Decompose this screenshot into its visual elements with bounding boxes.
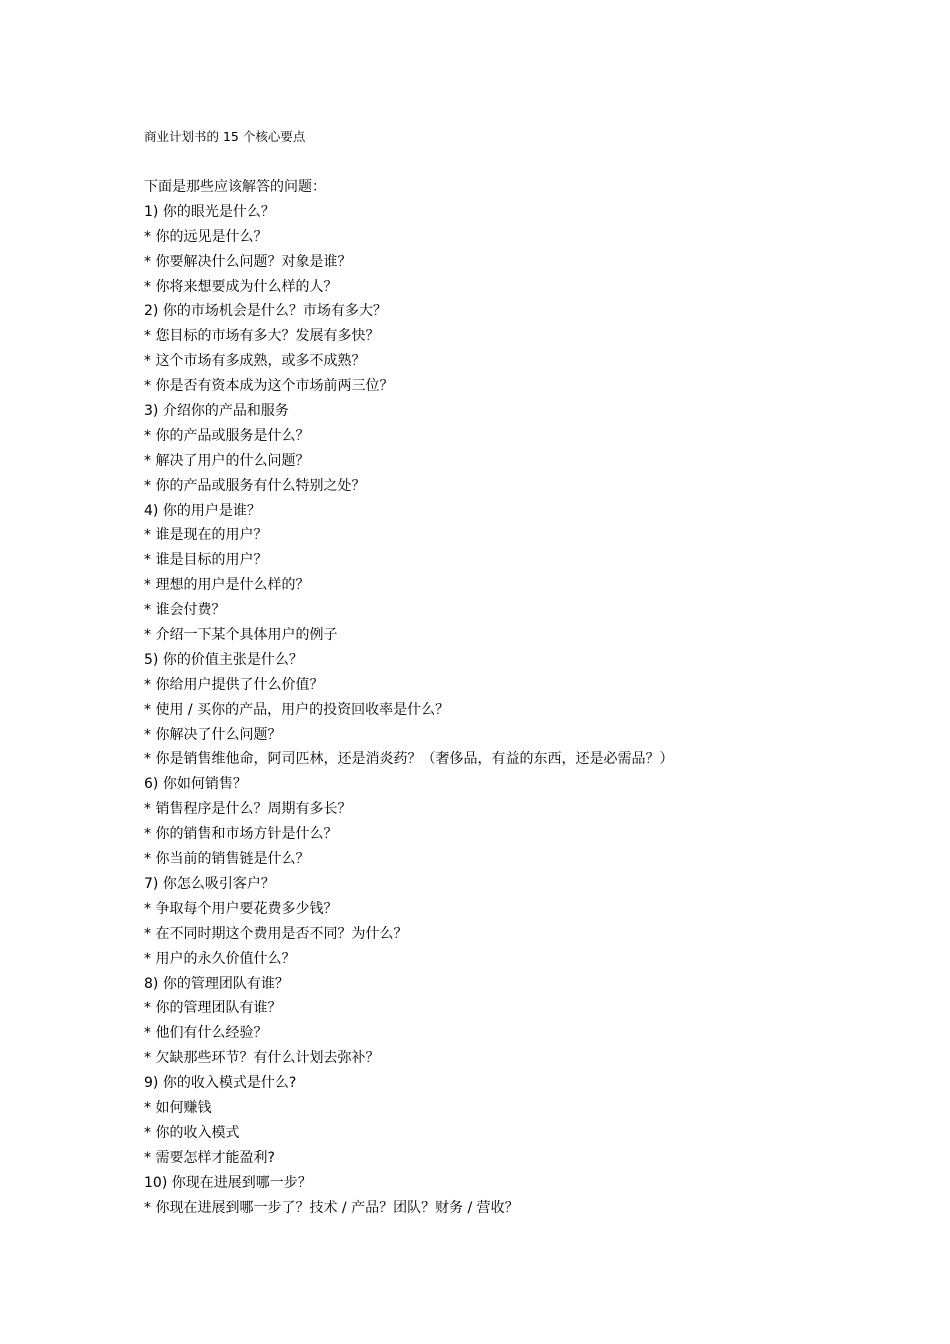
- list-item: * 解决了用户的什么问题？: [144, 452, 310, 469]
- section-heading: 7) 你怎么吸引客户？: [144, 875, 275, 892]
- list-item: * 你现在进展到哪一步了？技术 / 产品？团队？财务 / 营收？: [144, 1199, 519, 1216]
- list-item: * 他们有什么经验？: [144, 1025, 268, 1042]
- list-item: * 您目标的市场有多大？发展有多快？: [144, 328, 380, 345]
- list-item: * 你的远见是什么？: [144, 228, 268, 245]
- section-heading: 4) 你的用户是谁？: [144, 502, 261, 519]
- list-item: * 争取每个用户要花费多少钱？: [144, 900, 338, 917]
- list-item: * 谁会付费？: [144, 602, 226, 619]
- section-heading: 5) 你的价值主张是什么？: [144, 651, 303, 668]
- list-item: * 用户的永久价值什么？: [144, 950, 296, 967]
- list-item: * 销售程序是什么？周期有多长？: [144, 801, 352, 818]
- section-heading: 8) 你的管理团队有谁？: [144, 975, 289, 992]
- list-item: * 如何赚钱: [144, 1099, 212, 1116]
- section-heading: 1) 你的眼光是什么？: [144, 203, 275, 220]
- document-title: 商业计划书的 15 个核心要点: [144, 129, 306, 144]
- section-heading: 6) 你如何销售？: [144, 776, 247, 793]
- intro-text: 下面是那些应该解答的问题：: [144, 179, 326, 195]
- list-item: * 你当前的销售链是什么？: [144, 851, 310, 868]
- list-item: * 理想的用户是什么样的？: [144, 577, 310, 594]
- list-item: * 你的销售和市场方针是什么？: [144, 826, 338, 843]
- document-body: [144, 175, 924, 1220]
- list-item: * 你是销售维他命，阿司匹林，还是消炎药？（奢侈品，有益的东西，还是必需品？）: [144, 751, 674, 768]
- list-item: * 这个市场有多成熟，或多不成熟？: [144, 353, 366, 370]
- list-item: * 你的产品或服务是什么？: [144, 427, 310, 444]
- list-item: * 介绍一下某个具体用户的例子: [144, 627, 338, 644]
- list-item: * 你解决了什么问题？: [144, 726, 282, 743]
- list-item: * 在不同时期这个费用是否不同？为什么？: [144, 925, 408, 942]
- section-heading: 2) 你的市场机会是什么？市场有多大？: [144, 303, 387, 320]
- list-item: * 你要解决什么问题？对象是谁？: [144, 253, 352, 270]
- list-item: * 你将来想要成为什么样的人？: [144, 278, 338, 295]
- section-heading: 3) 介绍你的产品和服务: [144, 403, 289, 420]
- list-item: * 欠缺那些环节？有什么计划去弥补？: [144, 1050, 380, 1067]
- list-item: * 你的产品或服务有什么特别之处？: [144, 477, 366, 494]
- section-heading: 10) 你现在进展到哪一步？: [144, 1174, 312, 1191]
- section-heading: 9) 你的收入模式是什么?: [144, 1075, 297, 1092]
- list-item: * 使用 / 买你的产品，用户的投资回收率是什么？: [144, 701, 450, 718]
- list-item: * 你的收入模式: [144, 1124, 240, 1141]
- list-item: * 谁是目标的用户？: [144, 552, 268, 569]
- list-item: * 你的管理团队有谁？: [144, 1000, 282, 1017]
- list-item: * 谁是现在的用户？: [144, 527, 268, 544]
- list-item: * 需要怎样才能盈利?: [144, 1149, 275, 1166]
- list-item: * 你是否有资本成为这个市场前两三位？: [144, 378, 394, 395]
- list-item: * 你给用户提供了什么价值？: [144, 676, 324, 693]
- question-list: [144, 200, 924, 1221]
